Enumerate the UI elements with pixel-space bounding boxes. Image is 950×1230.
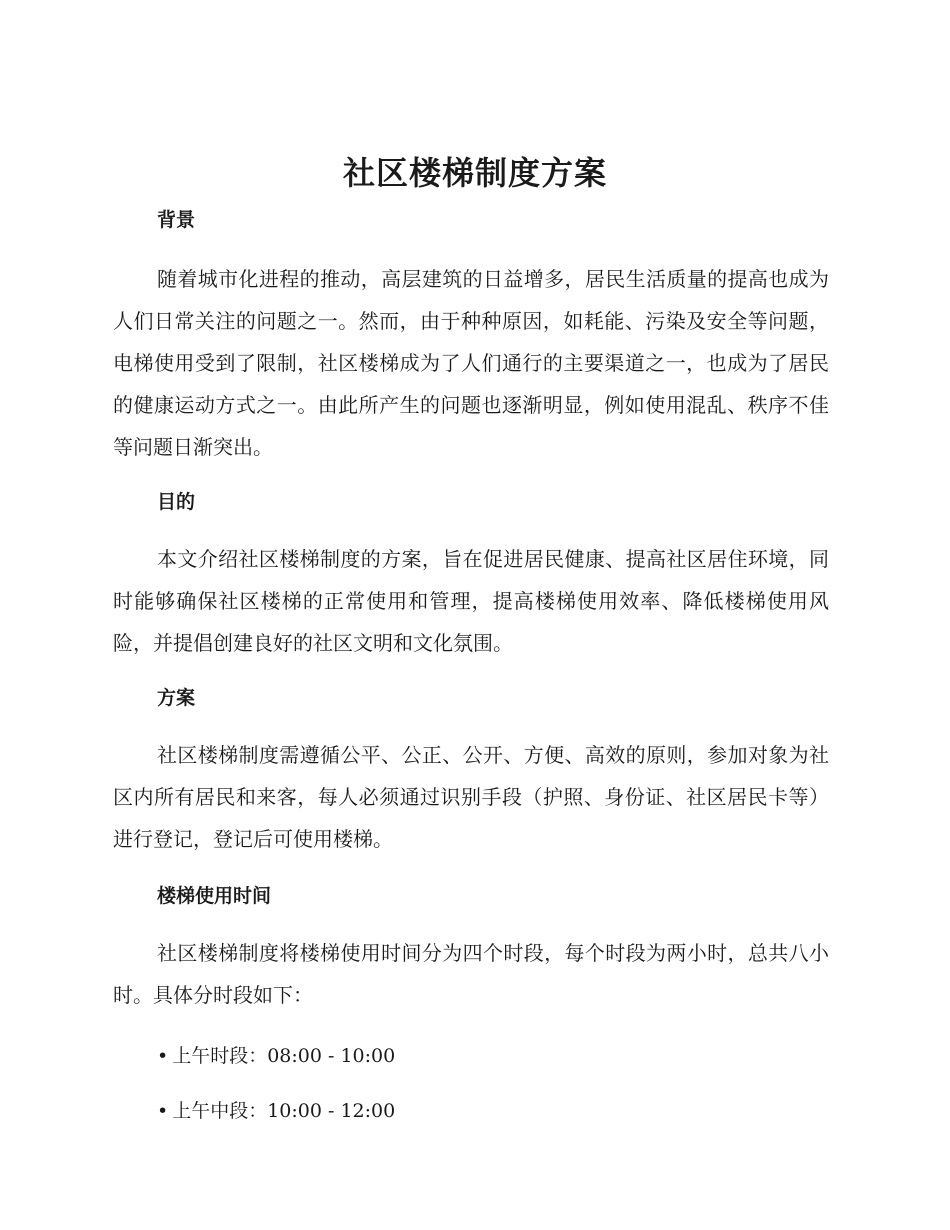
section-heading-plan: 方案: [157, 687, 196, 709]
bullet-icon: •: [157, 1100, 169, 1122]
document-body: [113, 200, 829, 1125]
section-paragraph-stair-hours: 社区楼梯制度将楼梯使用时间分为四个时段，每个时段为两小时，总共八小时。具体分时段如下：: [113, 941, 829, 1007]
list-item-text: 上午时段：08:00 - 10:00: [172, 1045, 396, 1067]
section-paragraph-plan: 社区楼梯制度需遵循公平、公正、公开、方便、高效的原则，参加对象为社区内所有居民和来客，每人必须通过识别手段（护照、身份证、社区居民卡等）进行登记，登记后可使用楼梯。: [113, 743, 829, 851]
section-heading-background: 背景: [157, 209, 196, 231]
section-paragraph-background: 随着城市化进程的推动，高层建筑的日益增多，居民生活质量的提高也成为人们日常关注的问题之一。然而，由于种种原因，如耗能、污染及安全等问题，电梯使用受到了限制，社区楼梯成为了人们通行的主要渠道之一，也成为了居民的健康运动方式之一。由此所产生的问题也逐渐明显，例如使用混乱、秩序不佳等问题日渐突出。: [113, 267, 829, 459]
list-item-text: 上午中段：10:00 - 12:00: [172, 1100, 396, 1122]
section-paragraph-purpose: 本文介绍社区楼梯制度的方案，旨在促进居民健康、提高社区居住环境，同时能够确保社区楼梯的正常使用和管理，提高楼梯使用效率、降低楼梯使用风险，并提倡创建良好的社区文明和文化氛围。: [113, 547, 829, 655]
bullet-icon: •: [157, 1045, 169, 1067]
document-title: 社区楼梯制度方案: [342, 154, 607, 192]
list-item: [113, 1097, 829, 1125]
section-heading-stair-hours: 楼梯使用时间: [157, 885, 272, 907]
list-item: [113, 1042, 829, 1070]
section-heading-purpose: 目的: [157, 491, 196, 513]
